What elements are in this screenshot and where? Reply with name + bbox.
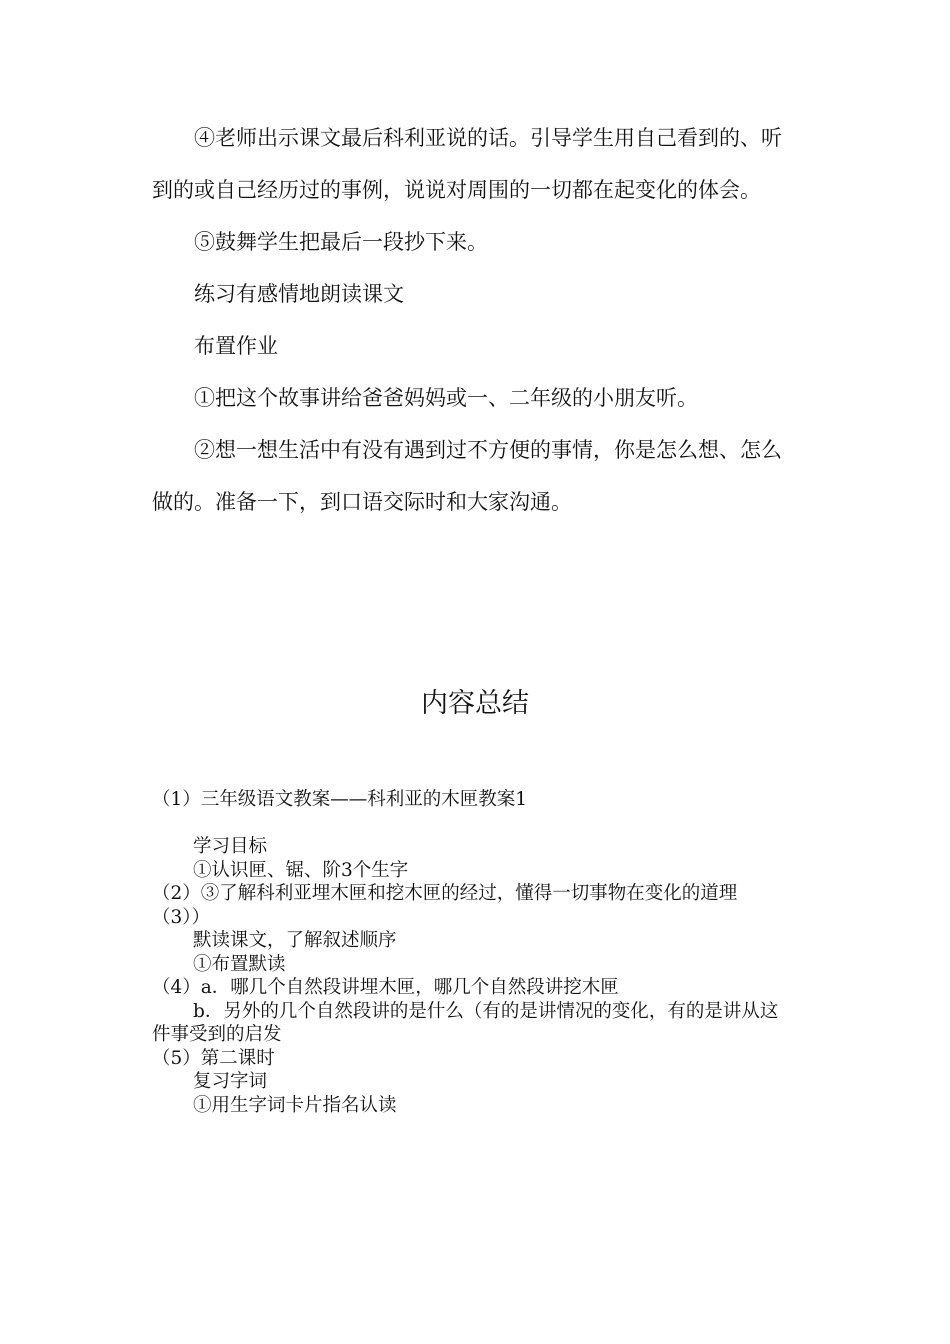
summary-section (152, 788, 792, 1117)
body-paragraph: ④老师出示课文最后科利亚说的话。引导学生用自己看到的、听到的或自己经历过的事例，说说对周围的一切都在起变化的体会。 (152, 126, 782, 202)
body-paragraph: ⑤鼓舞学生把最后一段抄下来。 (194, 230, 488, 254)
summary-line: （3）） (152, 906, 211, 928)
summary-line: 复习字词 (193, 1071, 268, 1092)
body-paragraph: ①把这个故事讲给爸爸妈妈或一、二年级的小朋友听。 (194, 386, 698, 410)
summary-line: ①用生字词卡片指名认读 (193, 1094, 397, 1116)
summary-heading: 内容总结 (421, 688, 529, 719)
summary-line: （1）三年级语文教案——科利亚的木匣教案1 (152, 789, 528, 810)
lesson-body-text (152, 112, 802, 528)
summary-line: ①布置默读 (193, 953, 286, 975)
summary-line: （4）a．哪几个自然段讲埋木匣，哪几个自然段讲挖木匣 (152, 977, 619, 998)
body-paragraph: ②想一想生活中有没有遇到过不方便的事情，你是怎么想、怎么做的。准备一下，到口语交际时和大家沟通。 (152, 438, 782, 514)
body-paragraph: 布置作业 (194, 334, 278, 358)
summary-line: b．另外的几个自然段讲的是什么（有的是讲情况的变化，有的是讲从这件事受到的启发 (152, 1000, 779, 1045)
summary-line: 默读课文，了解叙述顺序 (193, 930, 397, 951)
body-paragraph: 练习有感情地朗读课文 (194, 282, 404, 306)
summary-line: ①认识匣、锯、阶3个生字 (193, 859, 409, 881)
summary-line: 学习目标 (193, 836, 268, 857)
summary-line: （5）第二课时 (152, 1047, 275, 1069)
summary-line: （2）③了解科利亚埋木匣和挖木匣的经过，懂得一切事物在变化的道理 (152, 883, 738, 904)
